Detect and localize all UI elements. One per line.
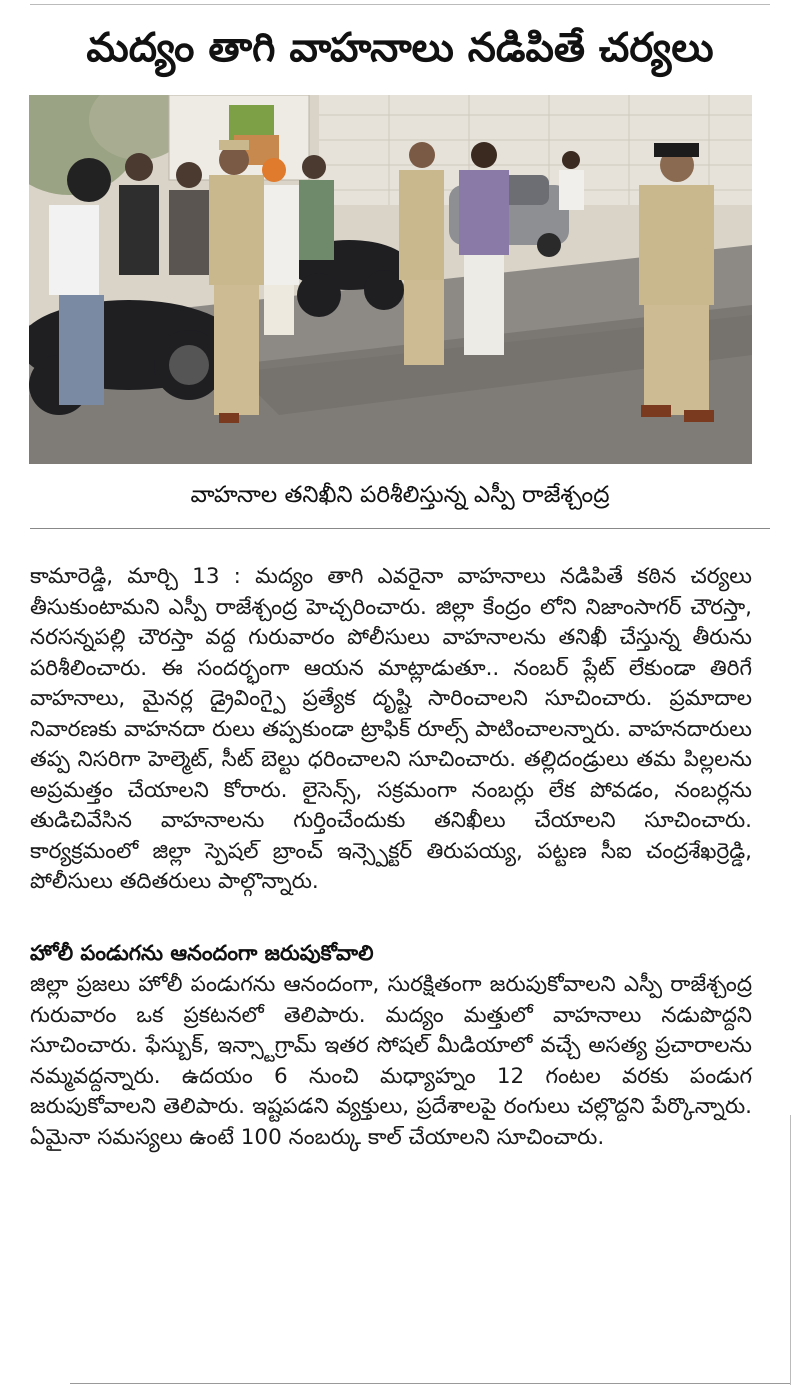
- photo-icon: [29, 95, 752, 464]
- top-divider: [30, 4, 770, 5]
- photo-caption: వాహనాల తనిఖీని పరిశీలిస్తున్న ఎస్పీ రాజేశ్చంద్ర: [190, 482, 610, 508]
- bottom-divider: [70, 1383, 790, 1384]
- column-divider: [790, 1115, 791, 1385]
- news-photo: [29, 95, 752, 464]
- article-subheading: హోలీ పండుగను ఆనందంగా జరుపుకోవాలి: [30, 941, 374, 965]
- article-paragraph-1: కామారెడ్డి, మార్చి 13 : మద్యం తాగి ఎవరైనా వాహనాలు నడిపితే కఠిన చర్యలు తీసుకుంటామని ఎస్పీ రాజేశ్చంద్ర హెచ్చరించారు. జిల్లా కేంద్రం లోని నిజాంసాగర్ చౌరస్తా, నరసన్నపల్లి చౌరస్తా వద్ద గురువారం పోలీసులు వాహనాలను తనిఖీ చేస్తున్న తీరును పరిశీలించారు. ఈ సందర్భంగా ఆయన మాట్లాడుతూ.. నంబర్ ప్లేట్ లేకుండా తిరిగే వాహనాలు, మైనర్ల డ్రైవింగ్పై ప్రత్యేక దృష్టి సారించాలని సూచించారు. ప్రమాదాల నివారణకు వాహనదా రులు తప్పకుండా ట్రాఫిక్ రూల్స్ పాటించాలన్నారు. వాహనదారులు తప్ప నిసరిగా హెల్మెట్, సీట్ బెల్టు ధరించాలని సూచించారు. తల్లిదండ్రులు తమ పిల్లలను అప్రమత్తం చేయాలని కోరారు. లైసెన్స్, సక్రమంగా నంబర్లు లేక పోవడం, నంబర్లను తుడిచివేసిన వాహనాలను గుర్తించేందుకు తనిఖీలు చేయాలని సూచించారు. కార్యక్రమంలో జిల్లా స్పెషల్ బ్రాంచ్ ఇన్స్పెక్టర్ తిరుపయ్య, పట్టణ సీఐ చంద్రశేఖర్రెడ్డి, పోలీసులు తదితరులు పాల్గొన్నారు.: [30, 564, 752, 894]
- article-paragraph-2: జిల్లా ప్రజలు హోలీ పండుగను ఆనందంగా, సురక్షితంగా జరుపుకోవాలని ఎస్పీ రాజేశ్చంద్ర గురువారం ఒక ప్రకటనలో తెలిపారు. మద్యం మత్తులో వాహనాలు నడుపొద్దని సూచించారు. ఫేస్బుక్, ఇన్స్టాగ్రామ్ ఇతర సోషల్ మీడియాలో వచ్చే అసత్య ప్రచారాలను నమ్మవద్దన్నారు. ఉదయం 6 నుంచి మధ్యాహ్నం 12 గంటల వరకు పండుగ జరుపుకోవాలని తెలిపారు. ఇష్టపడని వ్యక్తులు, ప్రదేశాలపై రంగులు చల్లొద్దని పేర్కొన్నారు. ఏమైనా సమస్యలు ఉంటే 100 నంబర్కు కాల్ చేయాలని సూచించారు.: [30, 972, 752, 1150]
- headline: మద్యం తాగి వాహనాలు నడిపితే చర్యలు: [86, 25, 714, 71]
- caption-divider: [30, 528, 770, 529]
